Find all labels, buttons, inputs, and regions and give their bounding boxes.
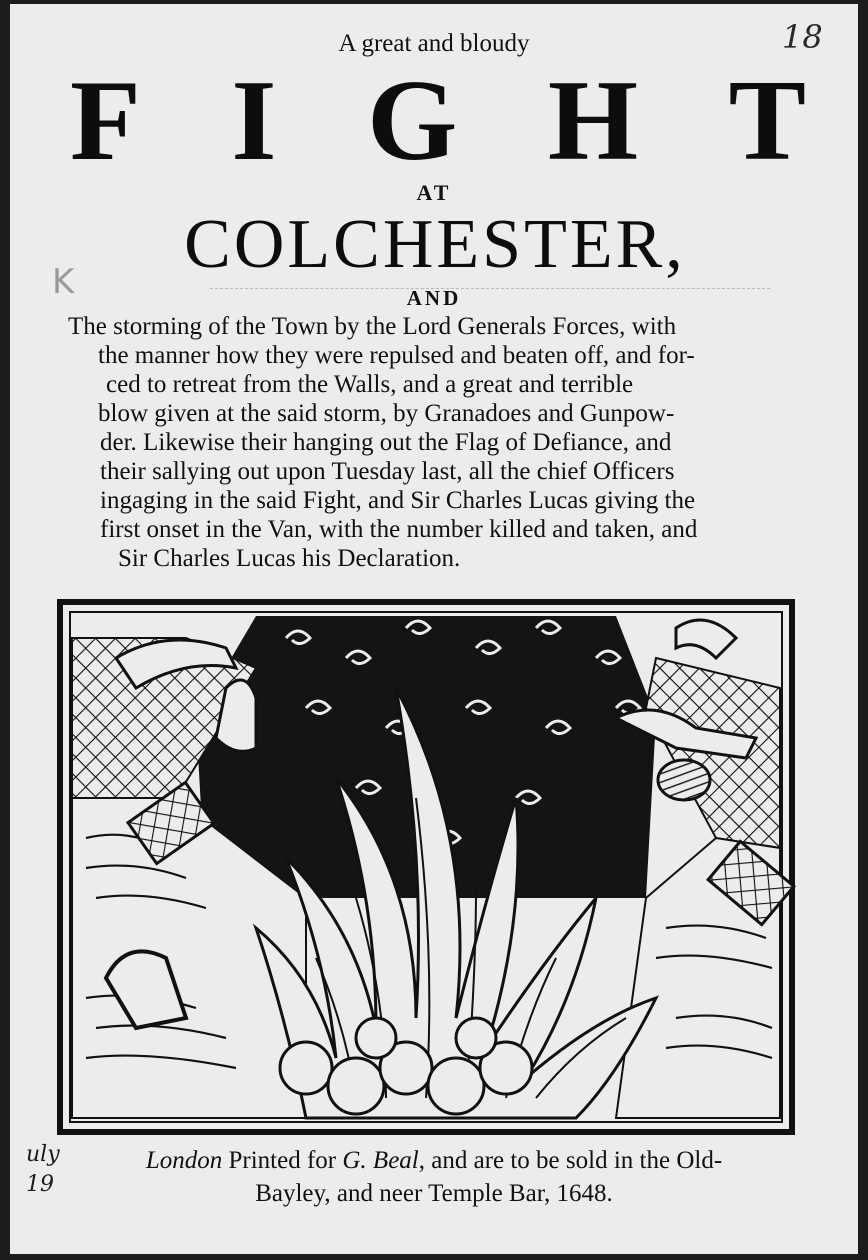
woodcut-explosion-image bbox=[56, 598, 796, 1136]
fight-letter: G bbox=[367, 57, 458, 185]
imprint-line-2: Bayley, and neer Temple Bar, 1648. bbox=[255, 1180, 613, 1207]
title-and: AND bbox=[406, 286, 462, 310]
body-line: ingaging in the said Fight, and Sir Charles Lucas giving the bbox=[100, 487, 696, 514]
handwritten-note-line: uly bbox=[26, 1142, 60, 1167]
imprint-place: London bbox=[145, 1147, 223, 1174]
fight-letter: H bbox=[547, 57, 639, 185]
title-fight bbox=[70, 57, 806, 185]
fight-letter: T bbox=[728, 57, 806, 185]
body-paragraph bbox=[58, 312, 810, 573]
handwritten-note-line: 19 bbox=[26, 1172, 54, 1197]
body-line: blow given at the said storm, by Granadoes and Gunpow- bbox=[98, 400, 675, 427]
imprint-printed-for: Printed for bbox=[222, 1147, 343, 1174]
imprint-line-1 bbox=[0, 1144, 868, 1177]
page-number: 18 bbox=[782, 18, 823, 56]
fight-letter: I bbox=[231, 57, 277, 185]
imprint-printer: G. Beal bbox=[342, 1147, 419, 1174]
imprint-sold-at: , and are to be sold in the Old- bbox=[418, 1147, 723, 1174]
title-place: COLCHESTER, bbox=[184, 206, 686, 283]
title-at: AT bbox=[416, 180, 452, 205]
imprint bbox=[0, 1144, 868, 1210]
body-line: der. Likewise their hanging out the Flag of Defiance, and bbox=[100, 429, 672, 456]
flying-barrel bbox=[658, 760, 710, 800]
handwritten-note bbox=[26, 1140, 60, 1200]
fight-letter: F bbox=[70, 57, 141, 185]
body-line: their sallying out upon Tuesday last, all the chief Officers bbox=[100, 458, 675, 485]
title-subtitle: A great and bloudy bbox=[338, 30, 530, 57]
body-line: first onset in the Van, with the number killed and taken, and bbox=[100, 516, 698, 543]
woodcut-illustration bbox=[56, 598, 796, 1136]
body-line: ced to retreat from the Walls, and a great and terrible bbox=[106, 371, 634, 398]
body-line: the manner how they were repulsed and beaten off, and for- bbox=[98, 342, 695, 369]
pencil-margin-mark: K bbox=[52, 262, 75, 302]
body-line: Sir Charles Lucas his Declaration. bbox=[118, 545, 461, 572]
body-line: The storming of the Town by the Lord Generals Forces, with bbox=[68, 313, 677, 340]
